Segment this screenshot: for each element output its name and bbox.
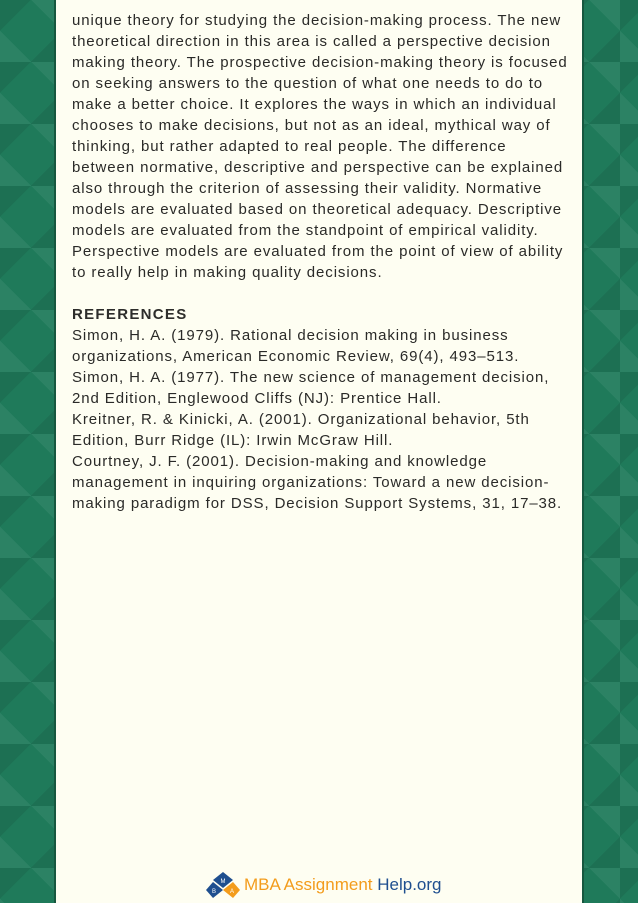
footer-logo[interactable]: [206, 870, 466, 900]
logo-mark-letter: A: [229, 889, 235, 895]
reference-item: Courtney, J. F. (2001). Decision-making and knowledge management in inquiring organizations: Toward a new decision-making paradigm for DSS, Decision Support Systems, 31, 17–38.: [72, 453, 563, 512]
logo-mark-icon: [206, 870, 240, 900]
references-heading: REFERENCES: [72, 306, 188, 323]
logo-mark-letter: B: [211, 889, 217, 895]
logo-text-primary: MBA Assignment: [244, 875, 378, 894]
logo-text-secondary: Help.org: [377, 875, 442, 894]
references-list: [72, 325, 572, 514]
reference-item: Simon, H. A. (1979). Rational decision making in business organizations, American Economic Review, 69(4), 493–513.: [72, 327, 520, 365]
reference-item: Simon, H. A. (1977). The new science of management decision, 2nd Edition, Englewood Cliffs (NJ): Prentice Hall.: [72, 369, 550, 407]
body-paragraph: unique theory for studying the decision-making process. The new theoretical direction in this area is called a perspective decision making theory. The prospective decision-making theory is focused on seeking answers to the question of what one needs to do to make a better choice. It explores the ways in which an individual chooses to make decisions, but not as an ideal, mythical way of thinking, but rather adapted to real people. The difference between normative, descriptive and perspective can be explained also through the criterion of assessing their validity. Normative models are evaluated based on theoretical adequacy. Descriptive models are evaluated from the standpoint of empirical validity. Perspective models are evaluated from the point of view of ability to really help in making quality decisions.: [72, 12, 568, 281]
reference-item: Kreitner, R. & Kinicki, A. (2001). Organizational behavior, 5th Edition, Burr Ridge (IL): Irwin McGraw Hill.: [72, 411, 530, 449]
document-page: [56, 0, 582, 903]
document-content: [72, 10, 572, 514]
logo-text: [244, 875, 442, 895]
logo-mark-letter: M: [220, 879, 226, 885]
